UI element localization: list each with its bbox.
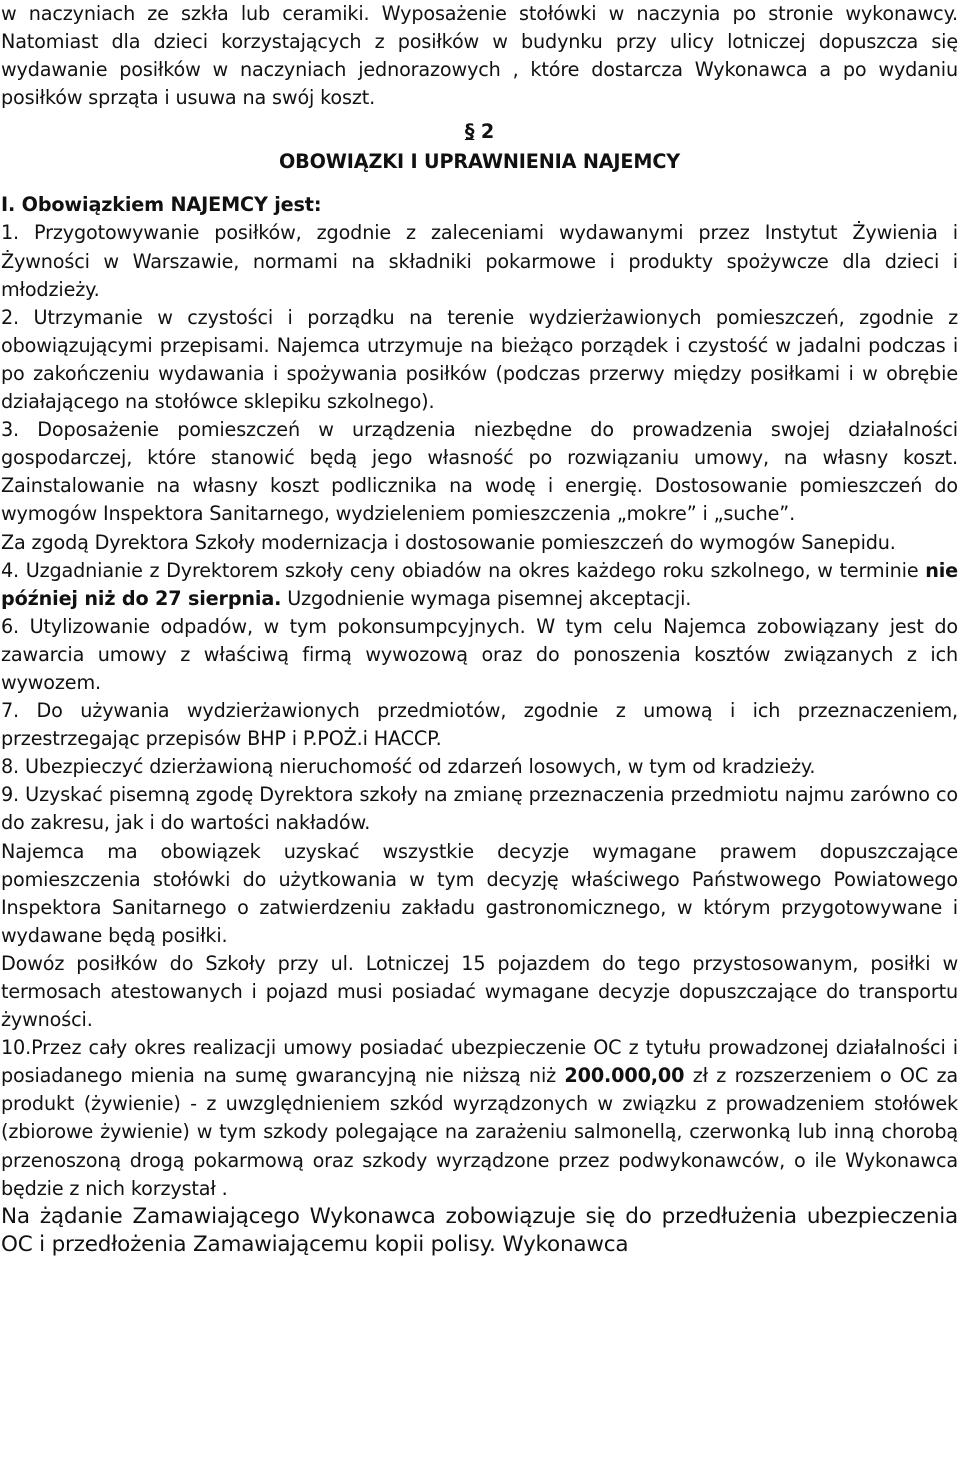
item-7: 7. Do używania wydzierżawionych przedmiotów, zgodnie z umową i ich przeznaczeniem, przestrzegając przepisów BHP i P.POŻ.i HACCP.: [1, 699, 958, 751]
item-10-text: 10.Przez cały okres realizacji umowy posiadać ubezpieczenie OC z tytułu prowadzonej działalności i posiadanego mienia na sumę gwarancyjną nie niższą niż: [1, 1036, 958, 1088]
item-6: 6. Utylizowanie odpadów, w tym pokonsumpcyjnych. W tym celu Najemca zobowiązany jest do zawarcia umowy z właściwą firmą wywozową oraz do ponoszenia kosztów związanych z ich wywozem.: [1, 614, 958, 694]
obligations-heading: I. Obowiązkiem NAJEMCY jest:: [1, 193, 322, 217]
item-4-text: 4. Uzgadnianie z Dyrektorem szkoły ceny obiadów na okres każdego roku szkolnego, w terminie: [1, 558, 926, 582]
final-paragraph: Na żądanie Zamawiającego Wykonawca zobowiązuje się do przedłużenia ubezpieczenia OC i przedłożenia Zamawiającemu kopii polisy. Wykonawca: [1, 1203, 958, 1258]
item-10-text-end: zł z rozszerzeniem o OC za produkt (żywienie) - z uwzględnieniem szkód wyrządzonych w związku z prowadzeniem stołówek (zbiorowe żywienie) w tym szkody polegające na zarażeniu salmonellą, czerwonką lub inną chorobą przenoszoną drogą pokarmową oraz szkody wyrządzone przez podwykonawców, o ile Wykonawca będzie z nich korzystał .: [1, 1064, 958, 1200]
item-2: 2. Utrzymanie w czystości i porządku na terenie wydzierżawionych pomieszczeń, zgodnie z obowiązującymi przepisami. Najemca utrzymuje na bieżąco porządek i czystość w jadalni podczas i po zakończeniu wydawania i spożywania posiłków (podczas przerwy między posiłkami i w obrębie działającego na stołówce sklepiku szkolnego).: [1, 305, 958, 414]
section-title: OBOWIĄZKI I UPRAWNIENIA NAJEMCY: [279, 150, 680, 174]
section-number: [1, 117, 958, 147]
section-number-value: 2: [480, 120, 495, 144]
item-3-extra: Za zgodą Dyrektora Szkoły modernizacja i dostosowanie pomieszczeń do wymogów Sanepidu.: [1, 530, 896, 554]
item-10: [1, 1034, 958, 1203]
delivery-paragraph: Dowóz posiłków do Szkoły przy ul. Lotniczej 15 pojazdem do tego przystosowanym, posiłki w termosach atestowanych i pojazd musi posiadać wymagane decyzje dopuszczające do transportu żywności.: [1, 951, 958, 1032]
item-4-deadline: nie później niż do 27 sierpnia.: [1, 558, 958, 610]
item-3: 3. Doposażenie pomieszczeń w urządzenia niezbędne do prowadzenia swojej działalności gospodarczej, które stanowić będą jego własność po rozwiązaniu umowy, na własny koszt. Zainstalowanie na własny koszt podlicznika na wodę i energię. Dostosowanie pomieszczeń do wymogów Inspektora Sanitarnego, wydzieleniem pomieszczenia „mokre” i „suche”.: [1, 418, 958, 526]
item-4-text-end: Uzgodnienie wymaga pisemnej akceptacji.: [281, 586, 692, 610]
item-4: [1, 557, 958, 613]
section-symbol: §: [464, 120, 475, 144]
item-1: 1. Przygotowywanie posiłków, zgodnie z zaleceniami wydawanymi przez Instytut Żywienia i Żywności w Warszawie, normami na składniki pokarmowe i produkty spożywcze dla dzieci i młodzieży.: [1, 221, 958, 301]
intro-paragraph: w naczyniach ze szkła lub ceramiki. Wyposażenie stołówki w naczynia po stronie wykonawcy. Natomiast dla dzieci korzystających z posiłków w budynku przy ulicy lotniczej dopuszcza się wydawanie posiłków w naczyniach jednorazowych , które dostarcza Wykonawca a po wydaniu posiłków sprząta i usuwa na swój koszt.: [1, 2, 958, 110]
item-10-amount: 200.000,00: [564, 1064, 685, 1088]
item-8: 8. Ubezpieczyć dzierżawioną nieruchomość od zdarzeń losowych, w tym od kradzieży.: [1, 755, 816, 779]
decisions-paragraph: Najemca ma obowiązek uzyskać wszystkie decyzje wymagane prawem dopuszczające pomieszczenia stołówki do użytkowania w tym decyzję właściwego Państwowego Powiatowego Inspektora Sanitarnego o zatwierdzeniu zakładu gastronomicznego, w którym przygotowywane i wydawane będą posiłki.: [1, 839, 958, 947]
item-9: 9. Uzyskać pisemną zgodę Dyrektora szkoły na zmianę przeznaczenia przedmiotu najmu zarówno co do zakresu, jak i do wartości nakładów.: [1, 783, 958, 835]
